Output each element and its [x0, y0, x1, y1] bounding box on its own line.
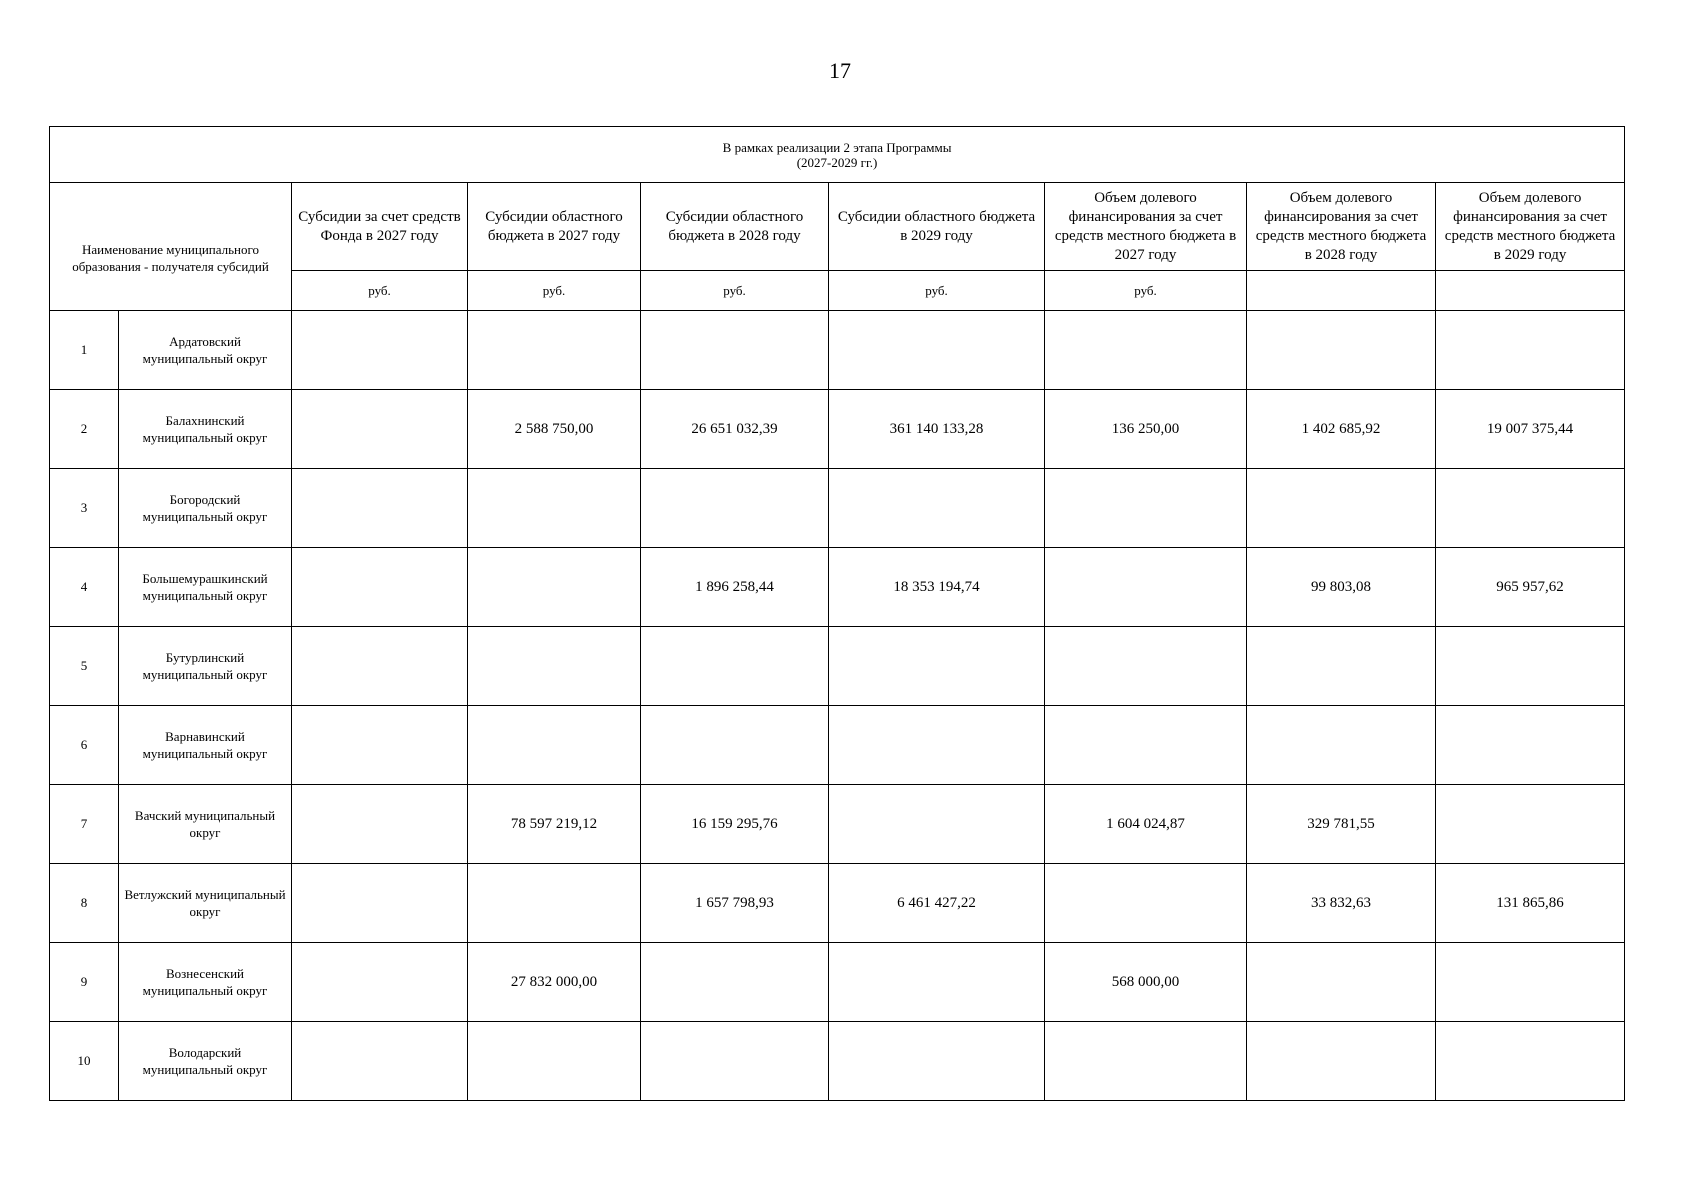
value-cell [829, 627, 1045, 706]
value-cell [1045, 627, 1247, 706]
value-cell: 1 604 024,87 [1045, 785, 1247, 864]
table-row [50, 390, 1625, 469]
value-cell [641, 469, 829, 548]
value-cell [292, 548, 468, 627]
table-row [50, 943, 1625, 1022]
table-row [50, 469, 1625, 548]
value-cell [292, 627, 468, 706]
value-cell [829, 1022, 1045, 1101]
column-header: Объем долевого финансирования за счет средств местного бюджета в 2028 году [1247, 183, 1436, 271]
row-number: 9 [50, 943, 119, 1022]
value-cell [1045, 1022, 1247, 1101]
name-column-header: Наименование муниципального образования - получателя субсидий [50, 183, 292, 311]
municipality-name: Богородский муниципальный округ [119, 469, 292, 548]
value-cell [641, 706, 829, 785]
value-cell: 33 832,63 [1247, 864, 1436, 943]
table-row [50, 1022, 1625, 1101]
unit-cell: руб. [292, 271, 468, 311]
value-cell [1436, 311, 1625, 390]
value-cell [1045, 469, 1247, 548]
value-cell [468, 706, 641, 785]
row-number: 4 [50, 548, 119, 627]
row-number: 2 [50, 390, 119, 469]
municipality-name: Балахнинский муниципальный округ [119, 390, 292, 469]
unit-cell: руб. [829, 271, 1045, 311]
row-number: 3 [50, 469, 119, 548]
value-cell: 27 832 000,00 [468, 943, 641, 1022]
value-cell [1247, 311, 1436, 390]
value-cell [292, 311, 468, 390]
municipality-name: Вачский муниципальный округ [119, 785, 292, 864]
value-cell [1436, 706, 1625, 785]
municipality-name: Бутурлинский муниципальный округ [119, 627, 292, 706]
value-cell [468, 864, 641, 943]
municipality-name: Ардатовский муниципальный округ [119, 311, 292, 390]
municipality-name: Ветлужский муниципальный округ [119, 864, 292, 943]
table-row [50, 548, 1625, 627]
stage-title-line2: (2027-2029 гг.) [796, 154, 878, 170]
value-cell [1045, 311, 1247, 390]
value-cell: 131 865,86 [1436, 864, 1625, 943]
municipality-name: Большемурашкинский муниципальный округ [119, 548, 292, 627]
column-header: Субсидии за счет средств Фонда в 2027 году [292, 183, 468, 271]
value-cell: 18 353 194,74 [829, 548, 1045, 627]
column-header: Субсидии областного бюджета в 2029 году [829, 183, 1045, 271]
unit-cell [1436, 271, 1625, 311]
value-cell: 6 461 427,22 [829, 864, 1045, 943]
value-cell [829, 943, 1045, 1022]
value-cell [1045, 548, 1247, 627]
value-cell: 1 402 685,92 [1247, 390, 1436, 469]
value-cell [292, 943, 468, 1022]
value-cell [1045, 706, 1247, 785]
municipality-name: Варнавинский муниципальный округ [119, 706, 292, 785]
value-cell [1436, 1022, 1625, 1101]
municipality-name: Вознесенский муниципальный округ [119, 943, 292, 1022]
row-number: 8 [50, 864, 119, 943]
value-cell: 361 140 133,28 [829, 390, 1045, 469]
value-cell [829, 469, 1045, 548]
table-row [50, 706, 1625, 785]
value-cell: 26 651 032,39 [641, 390, 829, 469]
value-cell: 1 657 798,93 [641, 864, 829, 943]
value-cell: 329 781,55 [1247, 785, 1436, 864]
value-cell [292, 390, 468, 469]
value-cell [468, 469, 641, 548]
value-cell [468, 548, 641, 627]
value-cell: 16 159 295,76 [641, 785, 829, 864]
subsidy-table [49, 126, 1625, 1101]
table-body [50, 311, 1625, 1101]
value-cell: 2 588 750,00 [468, 390, 641, 469]
value-cell: 965 957,62 [1436, 548, 1625, 627]
column-header: Субсидии областного бюджета в 2028 году [641, 183, 829, 271]
value-cell: 136 250,00 [1045, 390, 1247, 469]
unit-cell [1247, 271, 1436, 311]
value-cell [641, 1022, 829, 1101]
value-cell [1436, 627, 1625, 706]
row-number: 1 [50, 311, 119, 390]
value-cell: 99 803,08 [1247, 548, 1436, 627]
value-cell [1436, 943, 1625, 1022]
value-cell [1045, 864, 1247, 943]
value-cell [468, 627, 641, 706]
value-cell [829, 785, 1045, 864]
column-header: Объем долевого финансирования за счет средств местного бюджета в 2027 году [1045, 183, 1247, 271]
column-header: Субсидии областного бюджета в 2027 году [468, 183, 641, 271]
row-number: 7 [50, 785, 119, 864]
value-cell: 78 597 219,12 [468, 785, 641, 864]
value-cell: 568 000,00 [1045, 943, 1247, 1022]
value-cell [292, 1022, 468, 1101]
table-row [50, 627, 1625, 706]
value-cell: 1 896 258,44 [641, 548, 829, 627]
table-row [50, 864, 1625, 943]
value-cell [829, 706, 1045, 785]
table-row [50, 785, 1625, 864]
value-cell [468, 1022, 641, 1101]
value-cell [1247, 943, 1436, 1022]
value-cell [829, 311, 1045, 390]
value-cell [1247, 627, 1436, 706]
column-header: Объем долевого финансирования за счет средств местного бюджета в 2029 году [1436, 183, 1625, 271]
value-cell: 19 007 375,44 [1436, 390, 1625, 469]
row-number: 10 [50, 1022, 119, 1101]
stage-title [50, 127, 1625, 183]
value-cell [292, 469, 468, 548]
value-cell [468, 311, 641, 390]
stage-title-line1: В рамках реализации 2 этапа Программы [722, 139, 952, 155]
municipality-name: Володарский муниципальный округ [119, 1022, 292, 1101]
value-cell [641, 943, 829, 1022]
unit-cell: руб. [468, 271, 641, 311]
row-number: 6 [50, 706, 119, 785]
value-cell [1247, 469, 1436, 548]
value-cell [1436, 785, 1625, 864]
row-number: 5 [50, 627, 119, 706]
value-cell [1247, 1022, 1436, 1101]
unit-cell: руб. [641, 271, 829, 311]
table-row [50, 311, 1625, 390]
value-cell [292, 864, 468, 943]
value-cell [641, 627, 829, 706]
unit-cell: руб. [1045, 271, 1247, 311]
page-number: 17 [829, 58, 851, 83]
value-cell [641, 311, 829, 390]
value-cell [292, 706, 468, 785]
value-cell [1247, 706, 1436, 785]
value-cell [1436, 469, 1625, 548]
value-cell [292, 785, 468, 864]
